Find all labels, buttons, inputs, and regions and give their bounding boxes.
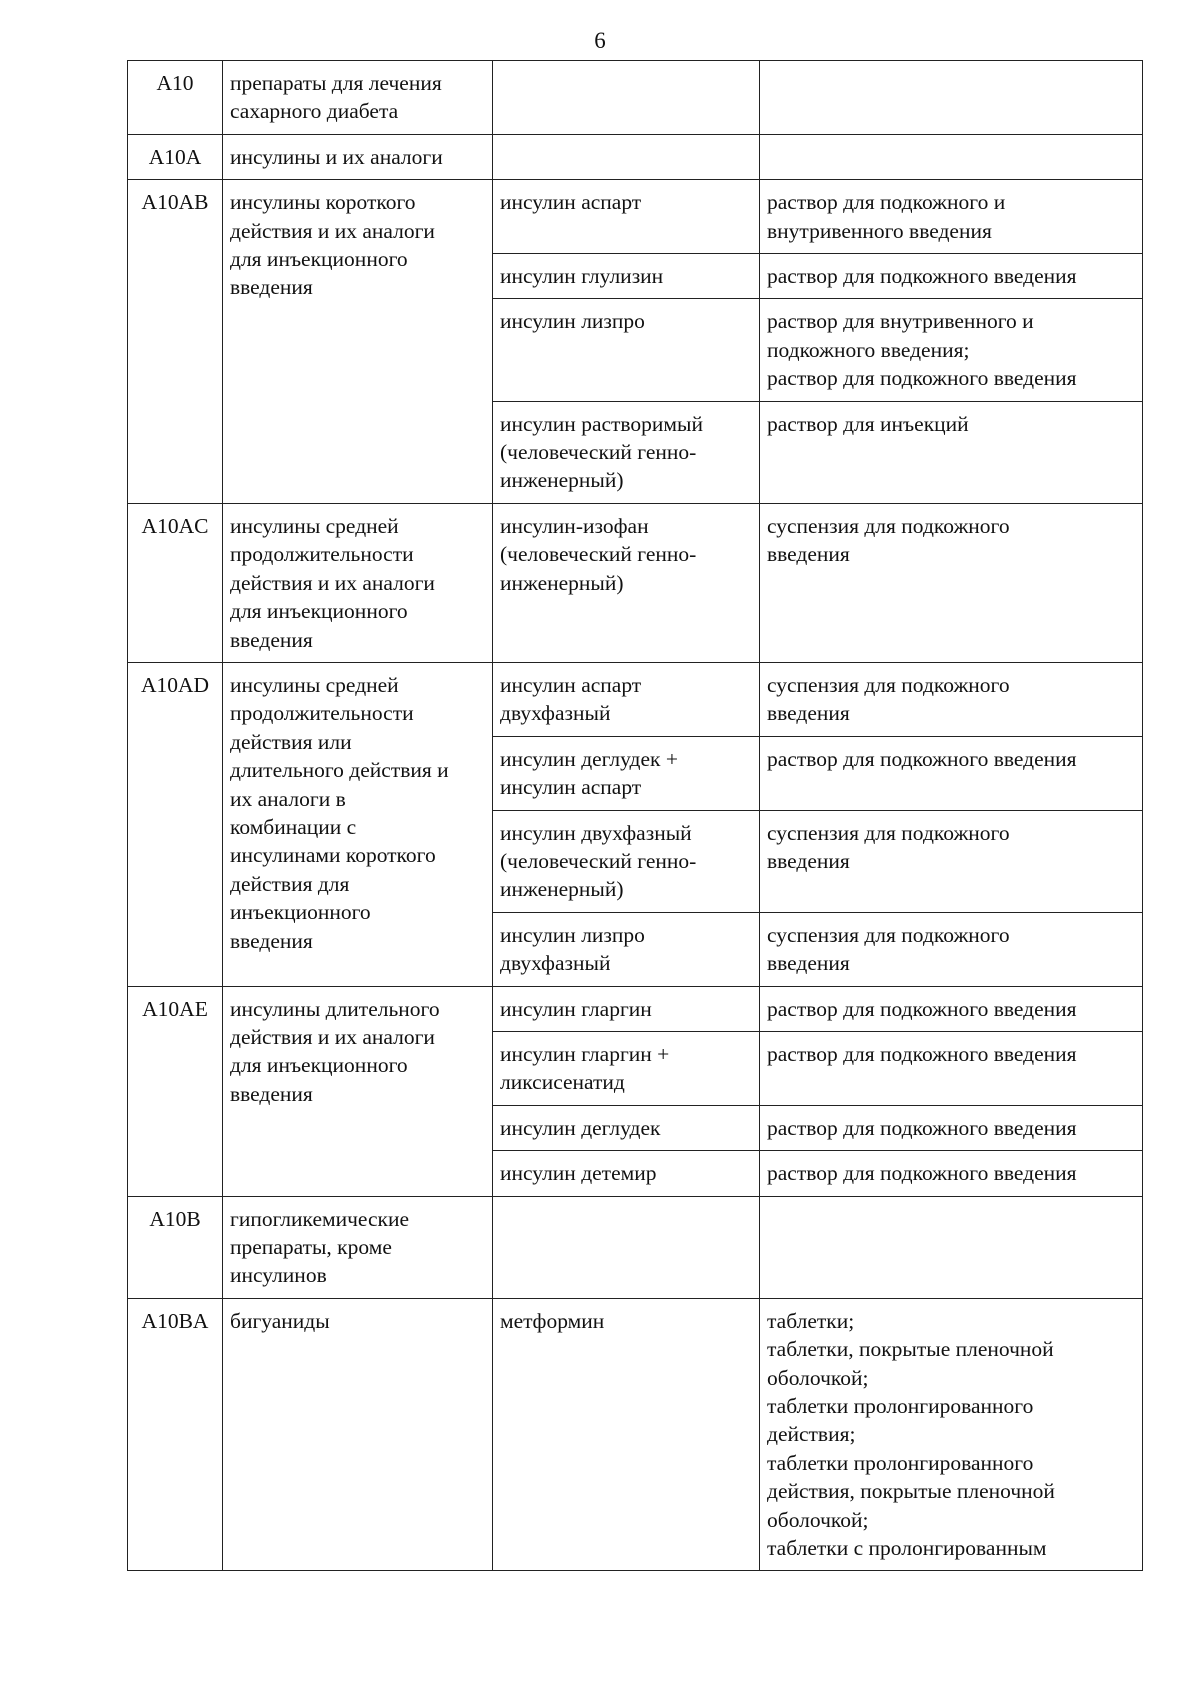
atc-group-name-cell: бигуаниды [223, 1298, 493, 1571]
dosage-form-cell [760, 61, 1143, 135]
dosage-form-cell: раствор для внутривенного и подкожного введения; раствор для подкожного введения [760, 299, 1143, 401]
atc-group-name-cell: инсулины средней продолжительности действия и их аналоги для инъекционного введения [223, 503, 493, 662]
table-row [128, 986, 1143, 1031]
atc-group-name-cell: гипогликемические препараты, кроме инсулинов [223, 1196, 493, 1298]
dosage-form-cell: суспензия для подкожного введения [760, 912, 1143, 986]
drug-name-cell: инсулин деглудек + инсулин аспарт [493, 736, 760, 810]
atc-code-cell: A10AE [128, 986, 223, 1196]
atc-group-name-cell: инсулины средней продолжительности действия или длительного действия и их аналоги в комбинации с инсулинами короткого действия для инъекционного введения [223, 662, 493, 986]
dosage-form-cell: раствор для подкожного введения [760, 736, 1143, 810]
table-row [128, 1196, 1143, 1298]
drug-name-cell: инсулин детемир [493, 1151, 760, 1196]
dosage-form-cell: раствор для подкожного введения [760, 254, 1143, 299]
drug-name-cell: метформин [493, 1298, 760, 1571]
table-row [128, 1298, 1143, 1571]
dosage-form-cell: таблетки; таблетки, покрытые пленочной оболочкой; таблетки пролонгированного действия; таблетки пролонгированного действия, покрытые пленочной оболочкой; таблетки с пролонгированным [760, 1298, 1143, 1571]
drug-name-cell: инсулин-изофан (человеческий генно- инженерный) [493, 503, 760, 662]
dosage-form-cell: суспензия для подкожного введения [760, 662, 1143, 736]
dosage-form-cell: раствор для инъекций [760, 401, 1143, 503]
drug-name-cell: инсулин лизпро [493, 299, 760, 401]
atc-code-cell: A10AC [128, 503, 223, 662]
drug-name-cell: инсулин гларгин [493, 986, 760, 1031]
drug-name-cell: инсулин аспарт [493, 180, 760, 254]
drug-name-cell: инсулин гларгин + ликсисенатид [493, 1031, 760, 1105]
atc-group-name-cell: инсулины длительного действия и их аналоги для инъекционного введения [223, 986, 493, 1196]
drug-name-cell: инсулин двухфазный (человеческий генно- инженерный) [493, 810, 760, 912]
atc-group-name-cell: препараты для лечения сахарного диабета [223, 61, 493, 135]
table-row [128, 662, 1143, 736]
dosage-form-cell: раствор для подкожного введения [760, 986, 1143, 1031]
table-row [128, 180, 1143, 254]
table-row [128, 61, 1143, 135]
drug-name-cell: инсулин глулизин [493, 254, 760, 299]
atc-code-cell: A10BA [128, 1298, 223, 1571]
atc-code-cell: A10AD [128, 662, 223, 986]
atc-group-name-cell: инсулины и их аналоги [223, 134, 493, 179]
dosage-form-cell: суспензия для подкожного введения [760, 503, 1143, 662]
dosage-form-cell: суспензия для подкожного введения [760, 810, 1143, 912]
atc-code-cell: A10A [128, 134, 223, 179]
atc-code-cell: A10B [128, 1196, 223, 1298]
drug-name-cell: инсулин деглудек [493, 1105, 760, 1150]
dosage-form-cell [760, 1196, 1143, 1298]
drug-name-cell: инсулин аспарт двухфазный [493, 662, 760, 736]
drug-name-cell [493, 1196, 760, 1298]
dosage-form-cell: раствор для подкожного введения [760, 1151, 1143, 1196]
page-number: 6 [594, 28, 606, 53]
drug-name-cell: инсулин растворимый (человеческий генно- инженерный) [493, 401, 760, 503]
atc-code-cell: A10AB [128, 180, 223, 504]
dosage-form-cell: раствор для подкожного и внутривенного введения [760, 180, 1143, 254]
drug-classification-table [127, 60, 1143, 1571]
atc-code-cell: A10 [128, 61, 223, 135]
drug-name-cell [493, 61, 760, 135]
dosage-form-cell [760, 134, 1143, 179]
drug-name-cell: инсулин лизпро двухфазный [493, 912, 760, 986]
atc-group-name-cell: инсулины короткого действия и их аналоги для инъекционного введения [223, 180, 493, 504]
table-row [128, 134, 1143, 179]
dosage-form-cell: раствор для подкожного введения [760, 1105, 1143, 1150]
dosage-form-cell: раствор для подкожного введения [760, 1031, 1143, 1105]
table-row [128, 503, 1143, 662]
drug-name-cell [493, 134, 760, 179]
